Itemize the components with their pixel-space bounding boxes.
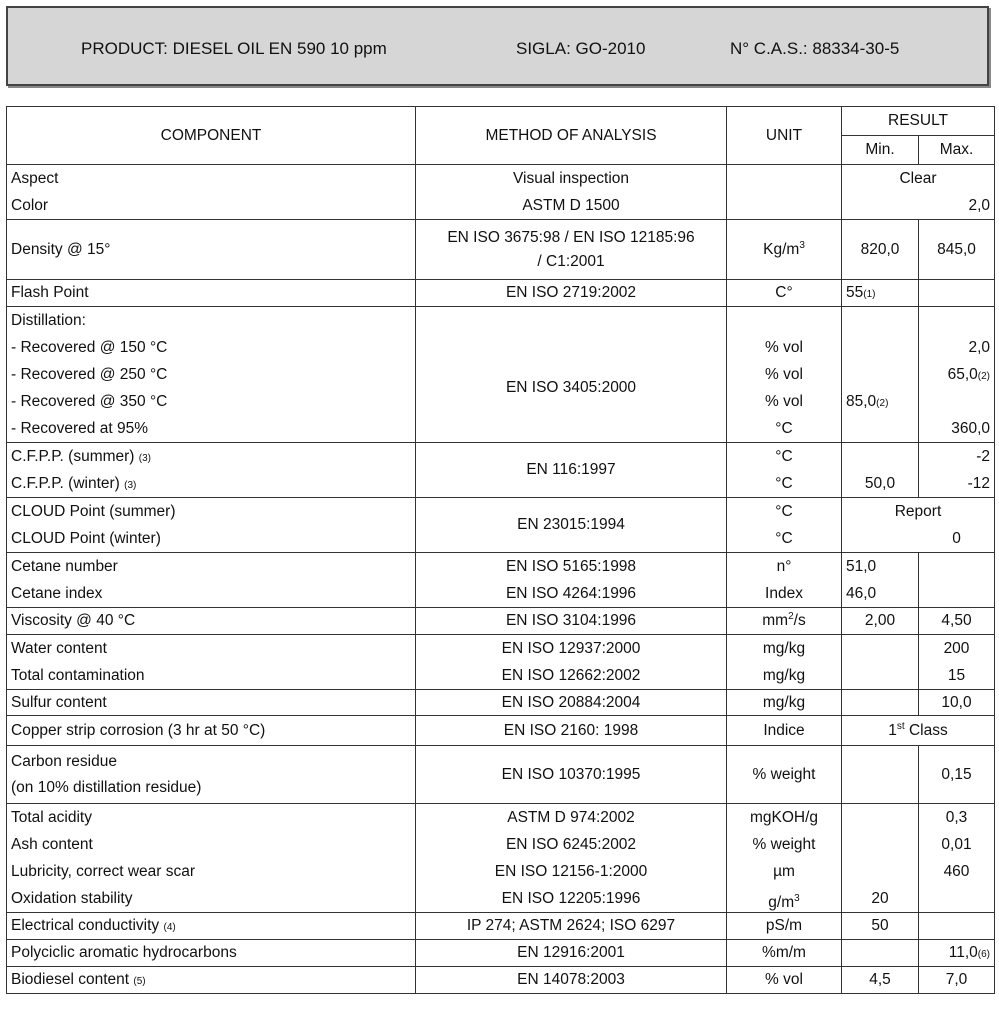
- col-min-header: Min.: [842, 136, 919, 165]
- min-cell: 85,0: [846, 393, 877, 410]
- table-row: [7, 690, 995, 716]
- component-cell: - Recovered @ 150 °C: [11, 339, 168, 356]
- max-cell: 15: [947, 667, 966, 684]
- unit-cell: °C: [775, 530, 793, 547]
- max-cell: 65,0: [947, 366, 978, 383]
- unit-cell: µm: [773, 863, 795, 880]
- method-cell: ASTM D 1500: [522, 197, 620, 214]
- min-cell: 50,0: [864, 475, 896, 492]
- component-cell: CLOUD Point (summer): [11, 503, 176, 520]
- component-cell: C.F.P.P. (winter): [11, 475, 120, 492]
- specification-table: [6, 106, 995, 994]
- method-cell: EN 23015:1994: [416, 498, 727, 553]
- table-row: [7, 307, 995, 443]
- method-cell: EN ISO 20884:2004: [416, 690, 727, 716]
- min-cell: 50: [842, 913, 919, 940]
- unit-cell: % vol: [765, 393, 803, 410]
- component-cell: Ash content: [11, 836, 93, 853]
- method-cell: EN ISO 2160: 1998: [416, 716, 727, 746]
- max-cell: 2,0: [968, 339, 991, 356]
- component-cell: Copper strip corrosion (3 hr at 50 °C): [7, 716, 416, 746]
- footnote-marker: (3): [124, 480, 137, 491]
- unit-cell: °C: [775, 420, 793, 437]
- min-cell: 2,00: [842, 608, 919, 635]
- unit-cell: % weight: [752, 836, 816, 853]
- min-cell: 4,5: [842, 967, 919, 994]
- method-cell: EN 116:1997: [416, 443, 727, 498]
- col-max-header: Max.: [919, 136, 995, 165]
- component-cell: Carbon residue: [11, 752, 117, 770]
- max-cell: 10,0: [919, 690, 995, 716]
- unit-cell: mg/kg: [762, 640, 806, 657]
- max-cell: 7,0: [919, 967, 995, 994]
- method-cell: EN 12916:2001: [416, 940, 727, 967]
- result-cell: Clear: [899, 170, 937, 187]
- product-header: [6, 6, 989, 86]
- footnote-marker: (5): [133, 976, 146, 987]
- max-cell: 0,01: [941, 836, 972, 853]
- unit-cell: pS/m: [727, 913, 842, 940]
- unit-cell: °C: [775, 448, 793, 465]
- table-row: [7, 165, 995, 220]
- table-row: [7, 553, 995, 608]
- max-cell: 4,50: [919, 608, 995, 635]
- result-superscript: st: [896, 720, 905, 732]
- component-cell: Viscosity @ 40 °C: [7, 608, 416, 635]
- method-cell: ASTM D 974:2002: [507, 809, 635, 826]
- method-cell: EN ISO 3405:2000: [416, 307, 727, 443]
- method-cell: EN ISO 12937:2000: [501, 640, 641, 657]
- table-row: [7, 443, 995, 498]
- unit-cell: °C: [775, 503, 793, 520]
- component-cell: Aspect: [11, 170, 59, 187]
- unit-cell: % vol: [765, 339, 803, 356]
- method-cell: EN ISO 3675:98 / EN ISO 12185:96: [447, 228, 695, 246]
- max-cell: -2: [976, 448, 991, 465]
- method-cell: EN ISO 4264:1996: [505, 585, 637, 602]
- unit-cell: mm: [762, 612, 789, 630]
- component-cell: Electrical conductivity: [11, 917, 160, 934]
- table-row: [7, 220, 995, 280]
- method-cell: / C1:2001: [537, 252, 605, 270]
- component-cell: Distillation:: [11, 312, 86, 329]
- col-unit-header: UNIT: [727, 107, 842, 165]
- component-cell: Cetane index: [11, 585, 103, 602]
- table-row: [7, 913, 995, 940]
- component-cell: CLOUD Point (winter): [11, 530, 161, 547]
- component-cell: Total contamination: [11, 667, 145, 684]
- component-cell: Water content: [11, 640, 107, 657]
- table-header-row: [7, 107, 995, 136]
- footnote-marker: (1): [863, 289, 876, 300]
- max-cell: 200: [943, 640, 970, 657]
- footnote-marker: (6): [977, 949, 991, 960]
- component-cell: Color: [11, 197, 49, 214]
- unit-cell: % vol: [727, 967, 842, 994]
- min-cell: 55: [846, 284, 864, 301]
- product-code: SIGLA: GO-2010: [516, 39, 646, 58]
- component-cell: Oxidation stability: [11, 890, 133, 907]
- component-cell: - Recovered @ 250 °C: [11, 366, 168, 383]
- unit-cell: Kg/m: [763, 241, 800, 259]
- min-cell: 20: [871, 890, 889, 907]
- max-cell: 11,0: [948, 944, 978, 961]
- col-result-header: RESULT: [842, 107, 995, 136]
- max-cell: 0: [952, 530, 961, 547]
- max-cell: 845,0: [919, 220, 995, 280]
- footnote-marker: (4): [163, 922, 176, 933]
- method-cell: EN ISO 10370:1995: [416, 746, 727, 804]
- table-row: [7, 608, 995, 635]
- footnote-marker: (2): [876, 398, 889, 409]
- unit-superscript: 3: [799, 239, 805, 251]
- table-row: [7, 804, 995, 913]
- table-row: [7, 940, 995, 967]
- max-cell: 0,15: [919, 746, 995, 804]
- unit-cell: °C: [775, 475, 793, 492]
- unit-cell: mgKOH/g: [749, 809, 819, 826]
- unit-cell: C°: [727, 280, 842, 307]
- method-cell: EN ISO 12205:1996: [501, 890, 641, 907]
- result-cell: Class: [904, 722, 948, 740]
- component-cell: Flash Point: [7, 280, 416, 307]
- unit-cell: mg/kg: [762, 667, 806, 684]
- method-cell: IP 274; ASTM 2624; ISO 6297: [416, 913, 727, 940]
- unit-cell: n°: [776, 558, 792, 575]
- table-row: [7, 280, 995, 307]
- component-cell: Biodiesel content: [11, 971, 130, 988]
- component-cell: (on 10% distillation residue): [11, 778, 202, 796]
- product-name: PRODUCT: DIESEL OIL EN 590 10 ppm: [81, 39, 387, 58]
- max-cell: 460: [943, 863, 970, 880]
- max-cell: -12: [967, 475, 991, 492]
- component-cell: - Recovered @ 350 °C: [11, 393, 168, 410]
- component-cell: Lubricity, correct wear scar: [11, 863, 196, 880]
- unit-cell: %m/m: [727, 940, 842, 967]
- method-cell: EN ISO 5165:1998: [505, 558, 637, 575]
- unit-cell: % weight: [727, 746, 842, 804]
- unit-cell: Indice: [727, 716, 842, 746]
- component-cell: Cetane number: [11, 558, 118, 575]
- table-row: [7, 498, 995, 553]
- min-cell: 46,0: [846, 585, 877, 602]
- component-cell: Density @ 15°: [7, 220, 416, 280]
- method-cell: EN ISO 2719:2002: [416, 280, 727, 307]
- method-cell: EN ISO 12662:2002: [501, 667, 641, 684]
- max-cell: 360,0: [951, 420, 991, 437]
- method-cell: EN 14078:2003: [416, 967, 727, 994]
- method-cell: EN ISO 3104:1996: [416, 608, 727, 635]
- result-cell: Report: [894, 503, 942, 520]
- col-method-header: METHOD OF ANALYSIS: [416, 107, 727, 165]
- unit-cell: /s: [793, 612, 806, 630]
- min-cell: 51,0: [846, 558, 877, 575]
- component-cell: - Recovered at 95%: [11, 420, 148, 437]
- col-component-header: COMPONENT: [7, 107, 416, 165]
- unit-cell: % vol: [765, 366, 803, 383]
- unit-cell: mg/kg: [727, 690, 842, 716]
- table-row: [7, 635, 995, 690]
- unit-cell: Index: [765, 585, 803, 602]
- table-row: [7, 716, 995, 746]
- method-cell: Visual inspection: [512, 170, 630, 187]
- footnote-marker: (3): [138, 453, 152, 464]
- min-cell: 820,0: [842, 220, 919, 280]
- footnote-marker: (2): [977, 371, 991, 382]
- unit-superscript: 3: [794, 893, 800, 904]
- unit-superscript: 2: [788, 611, 794, 623]
- component-cell: C.F.P.P. (summer): [11, 448, 135, 465]
- table-row: [7, 967, 995, 994]
- method-cell: EN ISO 6245:2002: [505, 836, 637, 853]
- component-cell: Sulfur content: [7, 690, 416, 716]
- unit-cell: g/m: [768, 894, 795, 912]
- max-cell: 0,3: [945, 809, 968, 826]
- result-cell: 1: [888, 722, 897, 740]
- max-cell: 2,0: [968, 197, 991, 214]
- component-cell: Total acidity: [11, 809, 92, 826]
- cas-number: N° C.A.S.: 88334-30-5: [730, 39, 900, 58]
- table-row: [7, 746, 995, 804]
- component-cell: Polyciclic aromatic hydrocarbons: [7, 940, 416, 967]
- method-cell: EN ISO 12156-1:2000: [494, 863, 648, 880]
